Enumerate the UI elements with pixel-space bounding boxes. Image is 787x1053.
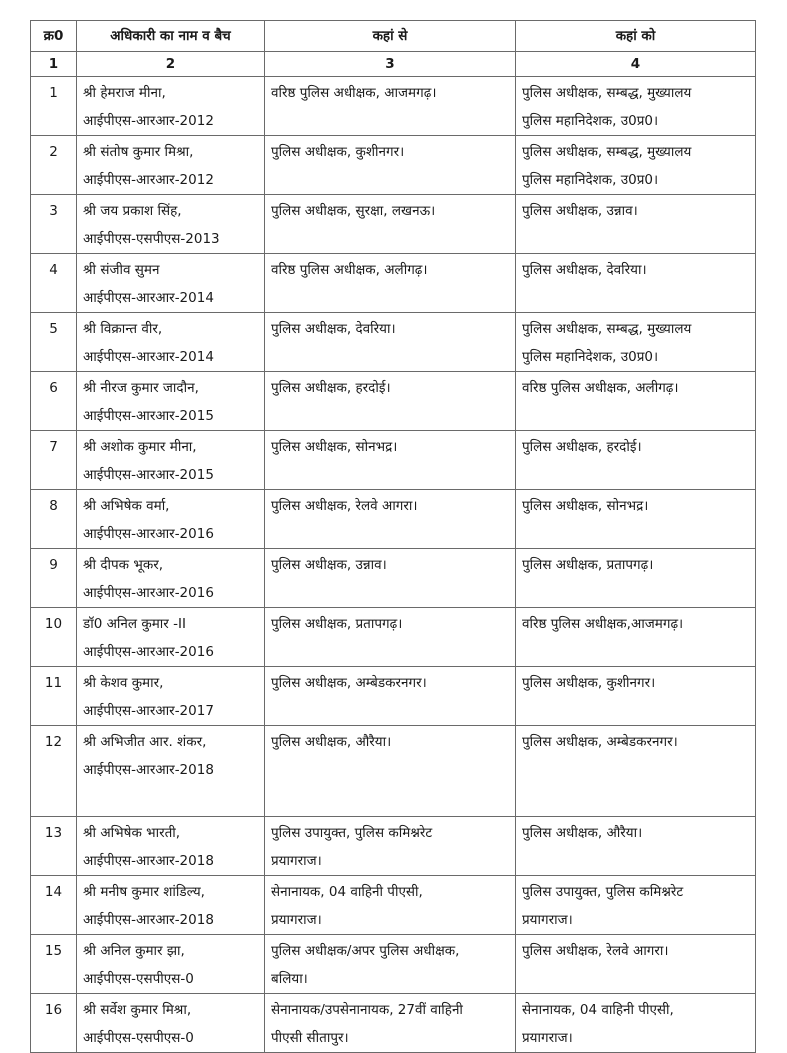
officer-batch: आईपीएस-एसपीएस-0 [83, 971, 194, 987]
serial-number-cell: 4 [31, 254, 77, 313]
to-posting-line: वरिष्ठ पुलिस अधीक्षक, अलीगढ़। [522, 380, 679, 396]
officer-batch: आईपीएस-आरआर-2018 [83, 912, 214, 928]
header-officer-name-batch: अधिकारी का नाम व बैच [77, 21, 265, 52]
officer-batch: आईपीएस-आरआर-2012 [83, 172, 214, 188]
officer-name: श्री नीरज कुमार जादौन, [83, 380, 199, 396]
from-posting-line: सेनानायक, 04 वाहिनी पीएसी, [271, 884, 423, 900]
serial-number-cell: 7 [31, 431, 77, 490]
officer-cell [77, 490, 265, 549]
officer-batch: आईपीएस-आरआर-2015 [83, 408, 214, 424]
column-number: 4 [516, 52, 756, 77]
from-posting-line: पुलिस अधीक्षक, सोनभद्र। [271, 439, 398, 455]
from-posting-line: पुलिस अधीक्षक, रेलवे आगरा। [271, 498, 418, 514]
table-row [31, 195, 756, 254]
officer-name: श्री हेमराज मीना, [83, 85, 166, 101]
to-posting-line: पुलिस अधीक्षक, सम्बद्ध, मुख्यालय [522, 144, 692, 160]
from-posting-cell [265, 490, 516, 549]
officer-name: डॉ0 अनिल कुमार -II [83, 616, 186, 632]
to-posting-cell [516, 726, 756, 817]
to-posting-line: पुलिस अधीक्षक, औरैया। [522, 825, 643, 841]
header-serial: क्र0 [31, 21, 77, 52]
officer-batch: आईपीएस-आरआर-2012 [83, 113, 214, 129]
officer-cell [77, 667, 265, 726]
officer-cell [77, 608, 265, 667]
from-posting-line: पुलिस उपायुक्त, पुलिस कमिश्नरेट [271, 825, 433, 841]
serial-number-cell: 9 [31, 549, 77, 608]
column-number: 2 [77, 52, 265, 77]
to-posting-line: पुलिस महानिदेशक, उ0प्र0। [522, 349, 659, 365]
officer-cell [77, 726, 265, 817]
from-posting-line: प्रयागराज। [271, 912, 322, 928]
from-posting-cell [265, 549, 516, 608]
officer-batch: आईपीएस-एसपीएस-2013 [83, 231, 220, 247]
from-posting-line: वरिष्ठ पुलिस अधीक्षक, आजमगढ़। [271, 85, 437, 101]
table-row [31, 372, 756, 431]
to-posting-cell [516, 372, 756, 431]
to-posting-line: पुलिस अधीक्षक, रेलवे आगरा। [522, 943, 669, 959]
table-header-row [31, 21, 756, 52]
to-posting-cell [516, 817, 756, 876]
to-posting-line: पुलिस महानिदेशक, उ0प्र0। [522, 172, 659, 188]
table-row [31, 608, 756, 667]
table-row [31, 994, 756, 1053]
from-posting-cell [265, 817, 516, 876]
from-posting-cell [265, 372, 516, 431]
officer-cell [77, 876, 265, 935]
from-posting-line: पुलिस अधीक्षक/अपर पुलिस अधीक्षक, [271, 943, 460, 959]
table-body [31, 77, 756, 1053]
officer-name: श्री अभिषेक भारती, [83, 825, 181, 841]
serial-number-cell: 15 [31, 935, 77, 994]
table-row [31, 254, 756, 313]
from-posting-cell [265, 136, 516, 195]
officer-cell [77, 77, 265, 136]
to-posting-cell [516, 195, 756, 254]
to-posting-cell [516, 935, 756, 994]
header-from: कहां से [265, 21, 516, 52]
to-posting-cell [516, 549, 756, 608]
officer-cell [77, 817, 265, 876]
from-posting-cell [265, 254, 516, 313]
officer-batch: आईपीएस-आरआर-2015 [83, 467, 214, 483]
to-posting-line: पुलिस अधीक्षक, सोनभद्र। [522, 498, 649, 514]
officer-name: श्री अभिजीत आर. शंकर, [83, 734, 207, 750]
from-posting-cell [265, 876, 516, 935]
to-posting-line: पुलिस अधीक्षक, कुशीनगर। [522, 675, 656, 691]
from-posting-cell [265, 313, 516, 372]
officer-cell [77, 313, 265, 372]
to-posting-line: पुलिस उपायुक्त, पुलिस कमिश्नरेट [522, 884, 684, 900]
officer-batch: आईपीएस-आरआर-2014 [83, 290, 214, 306]
officer-batch: आईपीएस-आरआर-2017 [83, 703, 214, 719]
to-posting-line: पुलिस अधीक्षक, प्रतापगढ़। [522, 557, 654, 573]
from-posting-line: सेनानायक/उपसेनानायक, 27वीं वाहिनी [271, 1002, 463, 1018]
from-posting-line: पुलिस अधीक्षक, प्रतापगढ़। [271, 616, 403, 632]
to-posting-cell [516, 667, 756, 726]
from-posting-line: पुलिस अधीक्षक, उन्नाव। [271, 557, 387, 573]
table-row [31, 817, 756, 876]
from-posting-line: पीएसी सीतापुर। [271, 1030, 349, 1046]
column-number: 3 [265, 52, 516, 77]
officer-batch: आईपीएस-आरआर-2018 [83, 762, 214, 778]
table-row [31, 490, 756, 549]
to-posting-cell [516, 136, 756, 195]
from-posting-line: पुलिस अधीक्षक, देवरिया। [271, 321, 396, 337]
officer-batch: आईपीएस-आरआर-2016 [83, 526, 214, 542]
serial-number-cell: 14 [31, 876, 77, 935]
table-row [31, 935, 756, 994]
officer-batch: आईपीएस-आरआर-2014 [83, 349, 214, 365]
from-posting-cell [265, 608, 516, 667]
to-posting-line: पुलिस अधीक्षक, सम्बद्ध, मुख्यालय [522, 321, 692, 337]
officer-cell [77, 431, 265, 490]
serial-number-cell: 6 [31, 372, 77, 431]
officer-batch: आईपीएस-आरआर-2016 [83, 585, 214, 601]
table-row [31, 431, 756, 490]
serial-number-cell: 12 [31, 726, 77, 817]
officer-name: श्री अभिषेक वर्मा, [83, 498, 170, 514]
table-row [31, 726, 756, 817]
to-posting-line: सेनानायक, 04 वाहिनी पीएसी, [522, 1002, 674, 1018]
serial-number-cell: 8 [31, 490, 77, 549]
from-posting-cell [265, 77, 516, 136]
from-posting-cell [265, 667, 516, 726]
officer-name: श्री संतोष कुमार मिश्रा, [83, 144, 194, 160]
to-posting-line: पुलिस अधीक्षक, अम्बेडकरनगर। [522, 734, 678, 750]
officer-name: श्री विक्रान्त वीर, [83, 321, 163, 337]
to-posting-line: प्रयागराज। [522, 912, 573, 928]
from-posting-line: पुलिस अधीक्षक, औरैया। [271, 734, 392, 750]
from-posting-cell [265, 726, 516, 817]
officer-cell [77, 136, 265, 195]
from-posting-line: बलिया। [271, 971, 308, 987]
table-row [31, 77, 756, 136]
to-posting-cell [516, 77, 756, 136]
to-posting-line: पुलिस अधीक्षक, हरदोई। [522, 439, 642, 455]
officer-name: श्री केशव कुमार, [83, 675, 164, 691]
to-posting-cell [516, 994, 756, 1053]
to-posting-line: प्रयागराज। [522, 1030, 573, 1046]
from-posting-line: पुलिस अधीक्षक, अम्बेडकरनगर। [271, 675, 427, 691]
from-posting-cell [265, 195, 516, 254]
officer-batch: आईपीएस-आरआर-2018 [83, 853, 214, 869]
table-row [31, 549, 756, 608]
table-row [31, 667, 756, 726]
officer-name: श्री अशोक कुमार मीना, [83, 439, 197, 455]
to-posting-cell [516, 608, 756, 667]
to-posting-cell [516, 490, 756, 549]
from-posting-line: पुलिस अधीक्षक, कुशीनगर। [271, 144, 405, 160]
to-posting-line: पुलिस अधीक्षक, सम्बद्ध, मुख्यालय [522, 85, 692, 101]
officer-name: श्री सर्वेश कुमार मिश्रा, [83, 1002, 192, 1018]
from-posting-cell [265, 994, 516, 1053]
from-posting-line: पुलिस अधीक्षक, सुरक्षा, लखनऊ। [271, 203, 436, 219]
from-posting-cell [265, 431, 516, 490]
transfer-list-page [30, 20, 755, 1053]
officer-name: श्री अनिल कुमार झा, [83, 943, 185, 959]
to-posting-line: वरिष्ठ पुलिस अधीक्षक,आजमगढ़। [522, 616, 684, 632]
to-posting-line: पुलिस अधीक्षक, देवरिया। [522, 262, 647, 278]
table-row [31, 876, 756, 935]
from-posting-line: पुलिस अधीक्षक, हरदोई। [271, 380, 391, 396]
serial-number-cell: 1 [31, 77, 77, 136]
serial-number-cell: 16 [31, 994, 77, 1053]
officer-batch: आईपीएस-एसपीएस-0 [83, 1030, 194, 1046]
officer-batch: आईपीएस-आरआर-2016 [83, 644, 214, 660]
table-row [31, 313, 756, 372]
to-posting-cell [516, 876, 756, 935]
serial-number-cell: 13 [31, 817, 77, 876]
officer-cell [77, 195, 265, 254]
to-posting-cell [516, 431, 756, 490]
officer-cell [77, 549, 265, 608]
officer-cell [77, 254, 265, 313]
officer-name: श्री दीपक भूकर, [83, 557, 164, 573]
to-posting-line: पुलिस महानिदेशक, उ0प्र0। [522, 113, 659, 129]
from-posting-line: प्रयागराज। [271, 853, 322, 869]
header-to: कहां को [516, 21, 756, 52]
officer-name: श्री जय प्रकाश सिंह, [83, 203, 182, 219]
transfer-table [30, 20, 756, 1053]
column-number: 1 [31, 52, 77, 77]
serial-number-cell: 2 [31, 136, 77, 195]
serial-number-cell: 11 [31, 667, 77, 726]
officer-name: श्री मनीष कुमार शांडिल्य, [83, 884, 205, 900]
serial-number-cell: 10 [31, 608, 77, 667]
column-number-row [31, 52, 756, 77]
serial-number-cell: 5 [31, 313, 77, 372]
officer-cell [77, 935, 265, 994]
table-row [31, 136, 756, 195]
officer-cell [77, 994, 265, 1053]
serial-number-cell: 3 [31, 195, 77, 254]
from-posting-cell [265, 935, 516, 994]
to-posting-line: पुलिस अधीक्षक, उन्नाव। [522, 203, 638, 219]
officer-name: श्री संजीव सुमन [83, 262, 160, 278]
officer-cell [77, 372, 265, 431]
to-posting-cell [516, 254, 756, 313]
to-posting-cell [516, 313, 756, 372]
from-posting-line: वरिष्ठ पुलिस अधीक्षक, अलीगढ़। [271, 262, 428, 278]
